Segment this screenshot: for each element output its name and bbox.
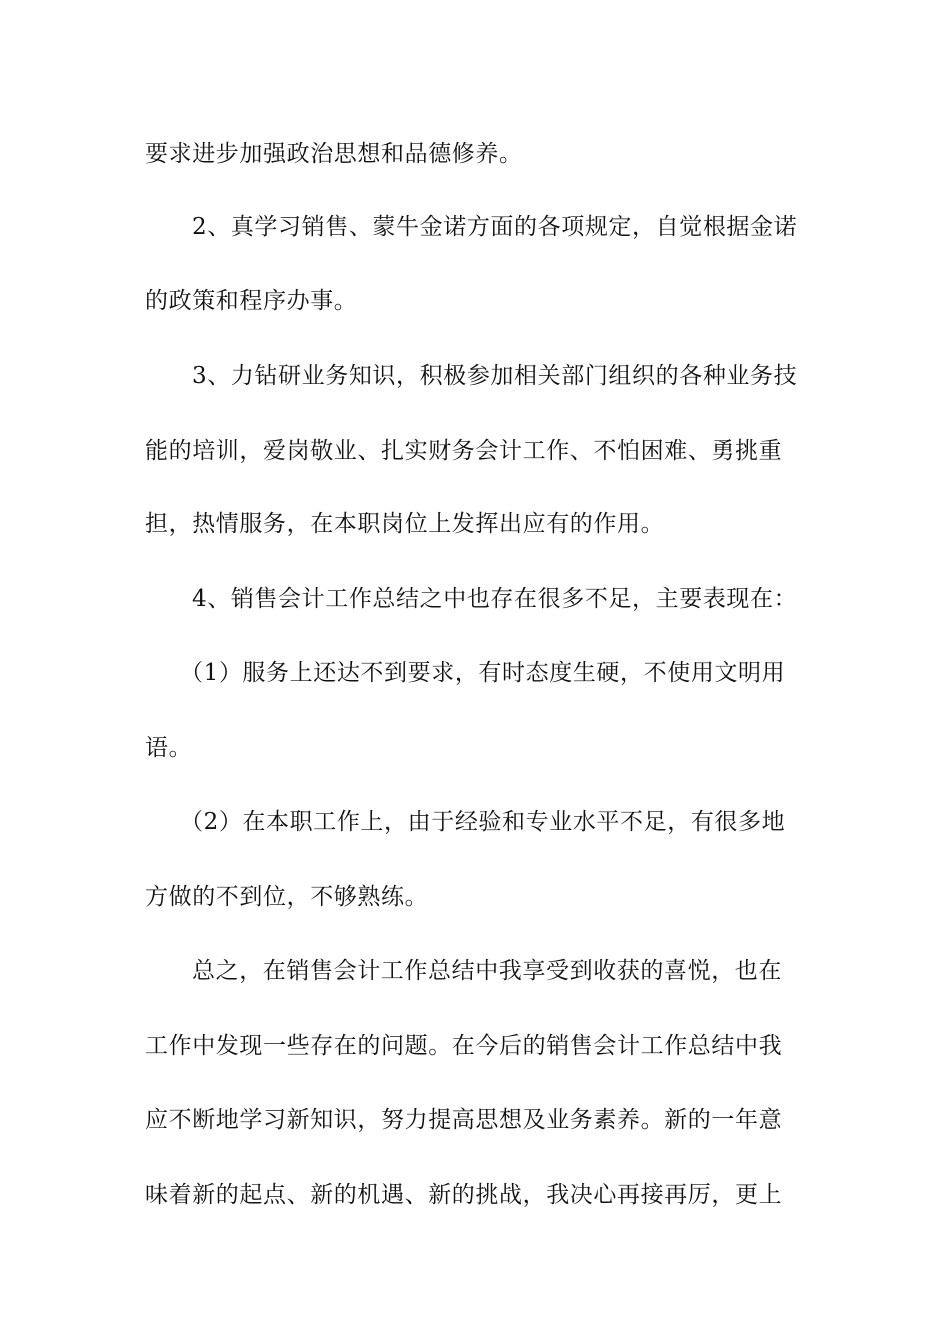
text-line-9: 语。 — [145, 735, 193, 761]
text-line-5: 能的培训，爱岗敬业、扎实财务会计工作、不怕困难、勇挑重 — [145, 438, 783, 464]
text-line-13: 工作中发现一些存在的问题。在今后的销售会计工作总结中我 — [145, 1033, 783, 1059]
text-line-8: （1）服务上还达不到要求，有时态度生硬，不使用文明用 — [180, 660, 786, 686]
text-line-10: （2）在本职工作上，由于经验和专业水平不足，有很多地 — [180, 809, 786, 835]
text-line-11: 方做的不到位，不够熟练。 — [145, 884, 429, 910]
text-line-14: 应不断地学习新知识，努力提高思想及业务素养。新的一年意 — [145, 1107, 783, 1133]
text-line-6: 担，热情服务，在本职岗位上发挥出应有的作用。 — [145, 511, 665, 537]
text-line-4: 3、力钻研业务知识，积极参加相关部门组织的各种业务技 — [192, 363, 798, 389]
text-line-3: 的政策和程序办事。 — [145, 288, 358, 314]
text-line-7: 4、销售会计工作总结之中也存在很多不足，主要表现在： — [192, 586, 798, 612]
text-line-15: 味着新的起点、新的机遇、新的挑战，我决心再接再厉，更上 — [145, 1182, 783, 1208]
text-line-1: 要求进步加强政治思想和品德修养。 — [145, 141, 523, 167]
text-line-2: 2、真学习销售、蒙牛金诺方面的各项规定，自觉根据金诺 — [192, 214, 798, 240]
text-line-12: 总之，在销售会计工作总结中我享受到收获的喜悦，也在 — [192, 958, 782, 984]
